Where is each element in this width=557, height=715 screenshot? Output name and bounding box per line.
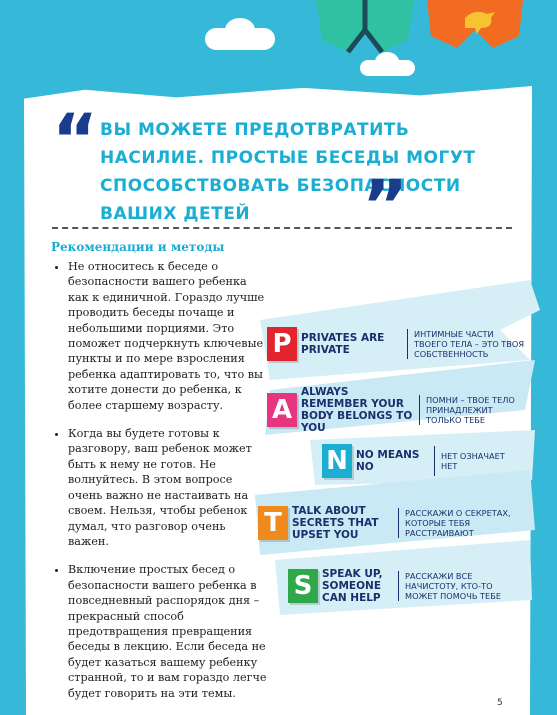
- page-number: 5: [497, 698, 503, 708]
- pants-russian-s: РАССКАЖИ ВСЕ НАЧИСТОТУ, КТО-ТО МОЖЕТ ПОМОЧЬ ТЕБЕ: [405, 571, 502, 601]
- pants-row-t: [258, 505, 517, 541]
- list-item: • Не относитесь к беседе о безопасности вашего ребенка как к единичной. Гораздо лучше проводить беседы почаще и небольшими порциями. Это поможет подчеркнуть ключевые пункты и по мере взросления ребенка адаптировать то, что вы хотите донести до ребенка, к более старшему возрасту.: [68, 259, 268, 413]
- pants-english-n: NO MEANS NO: [356, 449, 420, 473]
- close-quote-mark: ”: [362, 165, 409, 247]
- section-heading: Рекомендации и методы: [51, 240, 225, 254]
- cloud-decoration: [225, 18, 255, 42]
- separator: [398, 508, 399, 538]
- recommendations-list: [52, 259, 268, 714]
- pants-english-s: SPEAK UP, SOMEONE CAN HELP: [322, 568, 383, 604]
- letter-badge-n: N: [322, 444, 352, 478]
- pants-row-p: [267, 327, 529, 361]
- pants-english-p: PRIVATES ARE PRIVATE: [301, 332, 385, 356]
- pants-english-a: ALWAYS REMEMBER YOUR BODY BELONGS TO YOU: [301, 386, 413, 434]
- green-shorts-icon: [312, 0, 418, 55]
- separator: [398, 571, 399, 601]
- pants-russian-a: ПОМНИ – ТВОЕ ТЕЛО ПРИНАДЛЕЖИТ ТОЛЬКО ТЕБЕ: [426, 395, 515, 425]
- pants-row-n: [322, 444, 521, 478]
- separator: [407, 329, 408, 359]
- pants-russian-t: РАССКАЖИ О СЕКРЕТАХ, КОТОРЫЕ ТЕБЯ РАССТРАИВАЮТ: [405, 508, 511, 538]
- pants-russian-n: НЕТ ОЗНАЧАЕТ НЕТ: [441, 451, 505, 471]
- letter-badge-a: A: [267, 393, 297, 427]
- orange-shorts-icon: [425, 0, 525, 55]
- separator: [434, 446, 435, 476]
- list-item: • Когда вы будете готовы к разговору, ваш ребенок может быть к нему не готов. Не волнуйтесь. В этом вопросе очень важно не настаивать на своем. Нельзя, чтобы ребенок думал, что разговор очень важен.: [68, 426, 268, 549]
- pull-quote: ВЫ МОЖЕТЕ ПРЕДОТВРАТИТЬ НАСИЛИЕ. ПРОСТЫЕ БЕСЕДЫ МОГУТ СПОСОБСТВОВАТЬ БЕЗОПАСНОСТИ ВАШИХ ДЕТЕЙ: [100, 120, 476, 224]
- cloud-decoration: [375, 52, 399, 72]
- pants-russian-p: ИНТИМНЫЕ ЧАСТИ ТВОЕГО ТЕЛА – ЭТО ТВОЯ СОБСТВЕННОСТЬ: [414, 329, 525, 359]
- separator: [419, 395, 420, 425]
- pants-row-s: [288, 568, 515, 604]
- pants-row-a: [267, 386, 526, 434]
- divider: [52, 227, 512, 229]
- letter-badge-t: T: [258, 506, 288, 540]
- letter-badge-s: S: [288, 569, 318, 603]
- list-item: • Включение простых бесед о безопасности вашего ребенка в повседневный распорядок дня – прекрасный способ предотвращения превращения беседы в лекцию. Если беседа не будет казаться вашему ребенку странной, то и вам гораздо легче будет говорить на эти темы.: [68, 562, 268, 701]
- open-quote-mark: “: [52, 99, 99, 181]
- pants-english-t: TALK ABOUT SECRETS THAT UPSET YOU: [292, 505, 379, 541]
- letter-badge-p: P: [267, 327, 297, 361]
